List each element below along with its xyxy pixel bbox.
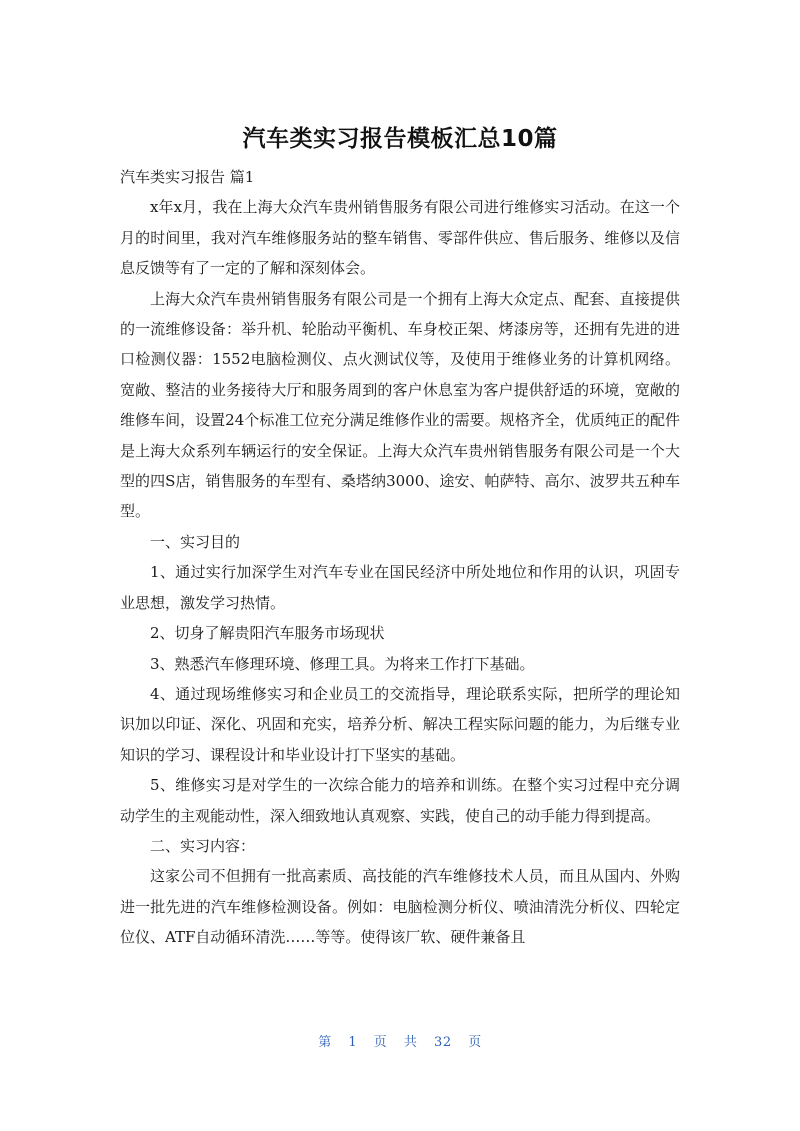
purpose-item-4: 4、通过现场维修实习和企业员工的交流指导，理论联系实际，把所学的理论知识加以印证、深化、巩固和充实，培养分析、解决工程实际问题的能力，为后继专业知识的学习、课程设计和毕业设计打下坚实的基础。: [120, 684, 680, 764]
section-subtitle: 汽车类实习报告 篇1: [120, 168, 255, 186]
paragraph-intro: x年x月，我在上海大众汽车贵州销售服务有限公司进行维修实习活动。在这一个月的时间里，我对汽车维修服务站的整车销售、零部件供应、售后服务、维修以及信息反馈等有了一定的了解和深刻体会。: [120, 198, 680, 278]
document-body: [120, 162, 680, 953]
page-number-footer: 第 1 页 共 32 页: [318, 1035, 482, 1050]
purpose-item-3: 3、熟悉汽车修理环境、修理工具。为将来工作打下基础。: [150, 654, 535, 673]
purpose-item-2: 2、切身了解贵阳汽车服务市场现状: [150, 624, 385, 643]
heading-purpose: 一、实习目的: [150, 532, 241, 551]
purpose-item-1: 1、通过实行加深学生对汽车专业在国民经济中所处地位和作用的认识，巩固专业思想，激发学习热情。: [120, 563, 680, 612]
heading-content: 二、实习内容：: [150, 836, 256, 855]
paragraph-content: 这家公司不但拥有一批高素质、高技能的汽车维修技术人员，而且从国内、外购进一批先进的汽车维修检测设备。例如：电脑检测分析仪、喷油清洗分析仪、四轮定位仪、ATF自动循环清洗……等等。使得该厂软、硬件兼备且: [120, 867, 680, 947]
purpose-item-5: 5、维修实习是对学生的一次综合能力的培养和训练。在整个实习过程中充分调动学生的主观能动性，深入细致地认真观察、实践，使自己的动手能力得到提高。: [120, 776, 680, 825]
paragraph-company: 上海大众汽车贵州销售服务有限公司是一个拥有上海大众定点、配套、直接提供的一流维修设备：举升机、轮胎动平衡机、车身校正架、烤漆房等，还拥有先进的进口检测仪器：1552电脑检测仪、点火测试仪等，及使用于维修业务的计算机网络。宽敞、整洁的业务接待大厅和服务周到的客户休息室为客户提供舒适的环境，宽敞的维修车间，设置24个标准工位充分满足维修作业的需要。规格齐全，优质纯正的配件是上海大众系列车辆运行的安全保证。上海大众汽车贵州销售服务有限公司是一个大型的四S店，销售服务的车型有、桑塔纳3000、途安、帕萨特、高尔、波罗共五种车型。: [120, 289, 680, 521]
document-title: 汽车类实习报告模板汇总10篇: [242, 126, 558, 152]
